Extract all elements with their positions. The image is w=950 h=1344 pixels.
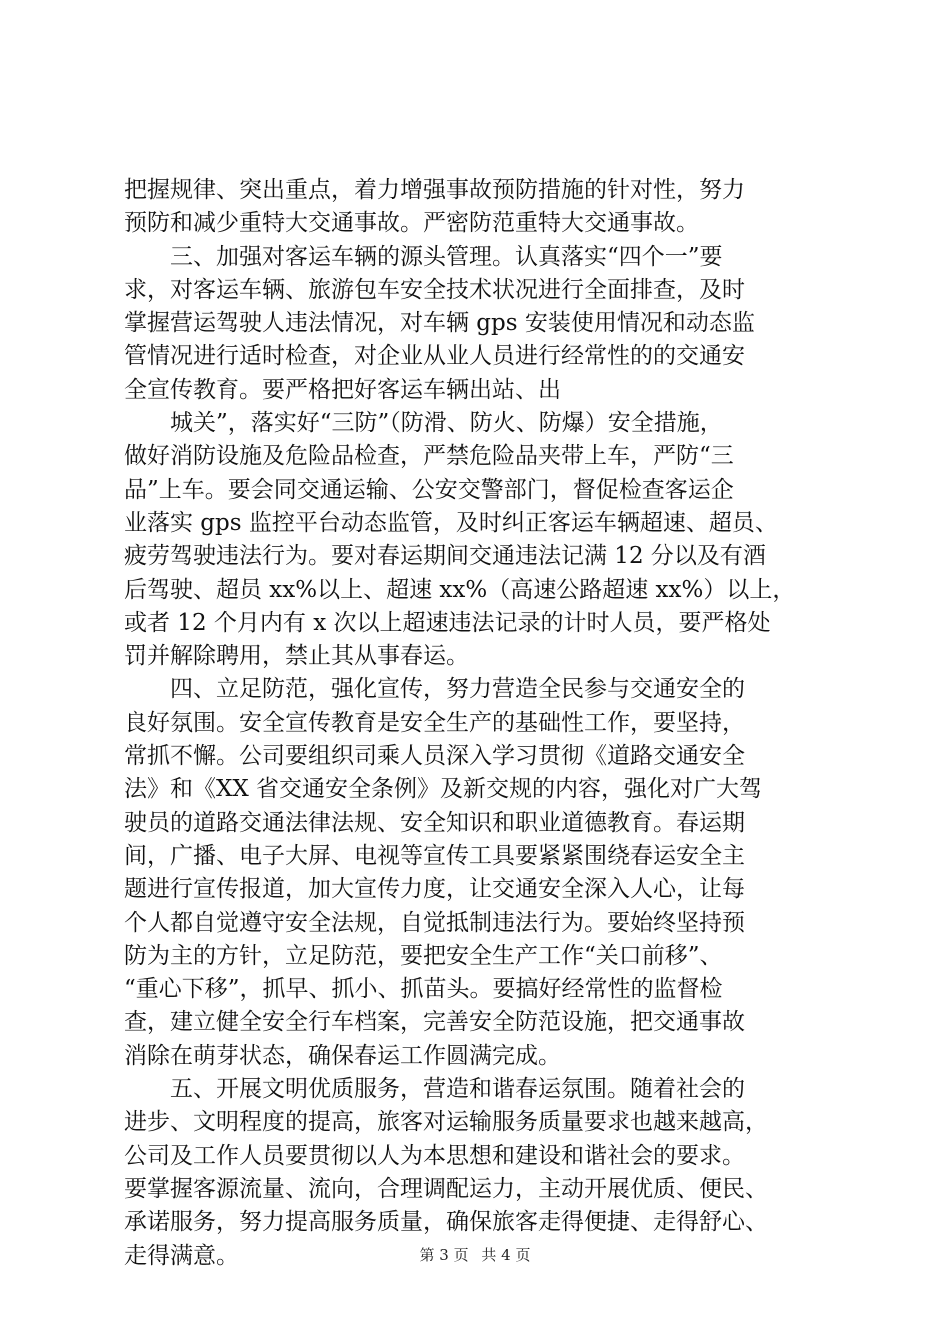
text-line: 后驾驶、超员 xx%以上、超速 xx%（高速公路超速 xx%）以上， xyxy=(124,576,796,603)
text-line: 法》和《XX 省交通安全条例》及新交规的内容，强化对广大驾 xyxy=(124,776,763,803)
text-line: 做好消防设施及危险品检查，严禁危险品夹带上车，严防“三 xyxy=(124,443,734,470)
text-line: 五、开展文明优质服务，营造和谐春运氛围。随着社会的 xyxy=(170,1076,745,1103)
text-line: 全宣传教育。要严格把好客运车辆出站、出 xyxy=(124,376,561,403)
text-line: 防为主的方针，立足防范，要把安全生产工作“关口前移”、 xyxy=(124,942,723,969)
text-line: 业落实 gps 监控平台动态监管，及时纠正客运车辆超速、超员、 xyxy=(124,509,778,536)
text-line: 要掌握客源流量、流向，合理调配运力，主动开展优质、便民、 xyxy=(124,1175,768,1202)
text-line: 四、立足防范，强化宣传，努力营造全民参与交通安全的 xyxy=(170,676,745,703)
text-line: 城关”，落实好“三防”（防滑、防火、防爆）安全措施， xyxy=(170,410,723,437)
text-line: 查，建立健全安全行车档案，完善安全防范设施，把交通事故 xyxy=(124,1009,745,1036)
text-line: 承诺服务，努力提高服务质量，确保旅客走得便捷、走得舒心、 xyxy=(124,1209,768,1236)
text-line: 罚并解除聘用，禁止其从事春运。 xyxy=(124,643,469,670)
text-line: 品”上车。要会同交通运输、公安交警部门，督促检查客运企 xyxy=(124,476,734,503)
text-line: 常抓不懈。公司要组织司乘人员深入学习贯彻《道路交通安全 xyxy=(124,743,745,770)
text-line: 预防和减少重特大交通事故。严密防范重特大交通事故。 xyxy=(124,210,699,237)
text-line: 疲劳驾驶违法行为。要对春运期间交通违法记满 12 分以及有酒 xyxy=(124,543,766,570)
text-line: 把握规律、突出重点，着力增强事故预防措施的针对性，努力 xyxy=(124,177,745,203)
text-line: 良好氛围。安全宣传教育是安全生产的基础性工作，要坚持， xyxy=(124,709,745,736)
text-line: 消除在萌芽状态，确保春运工作圆满完成。 xyxy=(124,1042,561,1069)
text-line: 进步、文明程度的提高，旅客对运输服务质量要求也越来越高， xyxy=(124,1109,768,1136)
text-line: “重心下移”，抓早、抓小、抓苗头。要搞好经常性的监督检 xyxy=(124,976,723,1003)
document-body xyxy=(124,174,834,1273)
text-line: 或者 12 个月内有 x 次以上超速违法记录的计时人员，要严格处 xyxy=(124,609,771,636)
text-line: 驶员的道路交通法律法规、安全知识和职业道德教育。春运期 xyxy=(124,809,745,836)
text-line: 个人都自觉遵守安全法规，自觉抵制违法行为。要始终坚持预 xyxy=(124,909,745,936)
text-line: 求，对客运车辆、旅游包车安全技术状况进行全面排查，及时 xyxy=(124,276,745,303)
text-line: 三、加强对客运车辆的源头管理。认真落实“四个一”要 xyxy=(170,243,723,270)
text-line: 走得满意。 xyxy=(124,1242,239,1269)
text-line: 间，广播、电子大屏、电视等宣传工具要紧紧围绕春运安全主 xyxy=(124,842,745,869)
text-line: 公司及工作人员要贯彻以人为本思想和建设和谐社会的要求。 xyxy=(124,1142,745,1169)
text-line: 题进行宣传报道，加大宣传力度，让交通安全深入人心，让每 xyxy=(124,876,745,903)
text-line: 管情况进行适时检查，对企业从业人员进行经常性的的交通安 xyxy=(124,343,745,370)
page-footer xyxy=(0,1244,950,1266)
text-line: 掌握营运驾驶人违法情况，对车辆 gps 安装使用情况和动态监 xyxy=(124,310,755,337)
page-total: 共 4 页 xyxy=(481,1246,531,1264)
page-number: 第 3 页 xyxy=(419,1246,469,1264)
